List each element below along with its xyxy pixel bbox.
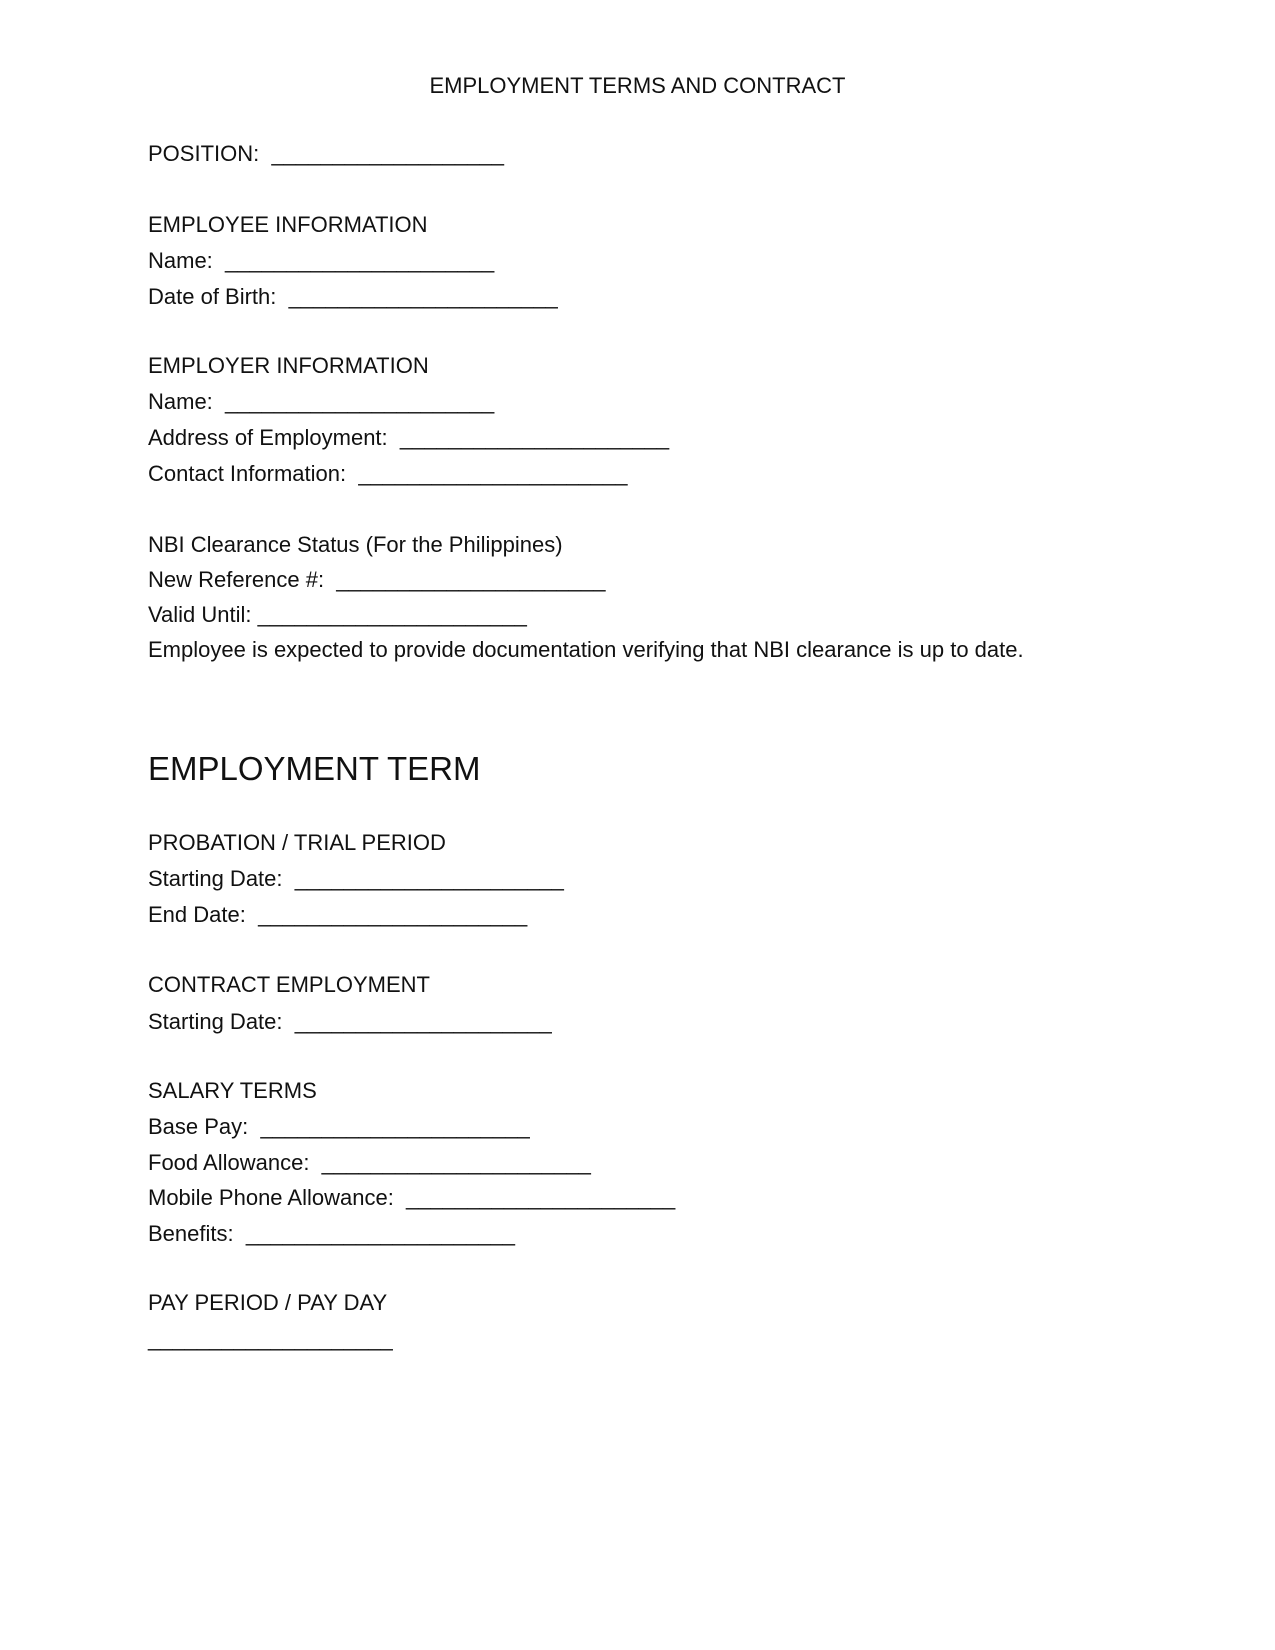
nbi-heading: NBI Clearance Status (For the Philippines) (148, 532, 563, 557)
document-title: EMPLOYMENT TERMS AND CONTRACT (429, 73, 846, 98)
nbi-reference-field: New Reference #: ______________________ (148, 567, 606, 592)
employment-term-heading: EMPLOYMENT TERM (148, 750, 481, 787)
employer-contact-field: Contact Information: ______________________ (148, 461, 628, 486)
contract-heading: CONTRACT EMPLOYMENT (148, 972, 430, 997)
probation-start-field: Starting Date: ______________________ (148, 866, 564, 891)
probation-end-field: End Date: ______________________ (148, 902, 528, 927)
nbi-valid-until-field: Valid Until: ______________________ (148, 602, 527, 627)
employee-name-field: Name: ______________________ (148, 248, 495, 273)
position-field: POSITION: ___________________ (148, 141, 504, 166)
employer-info-heading: EMPLOYER INFORMATION (148, 353, 429, 378)
employee-dob-field: Date of Birth: ______________________ (148, 284, 558, 309)
food-allowance-field: Food Allowance: ______________________ (148, 1150, 591, 1175)
base-pay-field: Base Pay: ______________________ (148, 1114, 530, 1139)
pay-period-blank: ____________________ (148, 1326, 393, 1351)
employee-info-heading: EMPLOYEE INFORMATION (148, 212, 428, 237)
pay-period-heading: PAY PERIOD / PAY DAY (148, 1290, 388, 1315)
salary-heading: SALARY TERMS (148, 1078, 317, 1103)
employer-name-field: Name: ______________________ (148, 389, 495, 414)
nbi-note: Employee is expected to provide documentation verifying that NBI clearance is up to date. (148, 637, 1024, 662)
mobile-allowance-field: Mobile Phone Allowance: ______________________ (148, 1185, 676, 1210)
employer-address-field: Address of Employment: ______________________ (148, 425, 670, 450)
probation-heading: PROBATION / TRIAL PERIOD (148, 830, 446, 855)
benefits-field: Benefits: ______________________ (148, 1221, 516, 1246)
contract-start-field: Starting Date: _____________________ (148, 1009, 552, 1034)
